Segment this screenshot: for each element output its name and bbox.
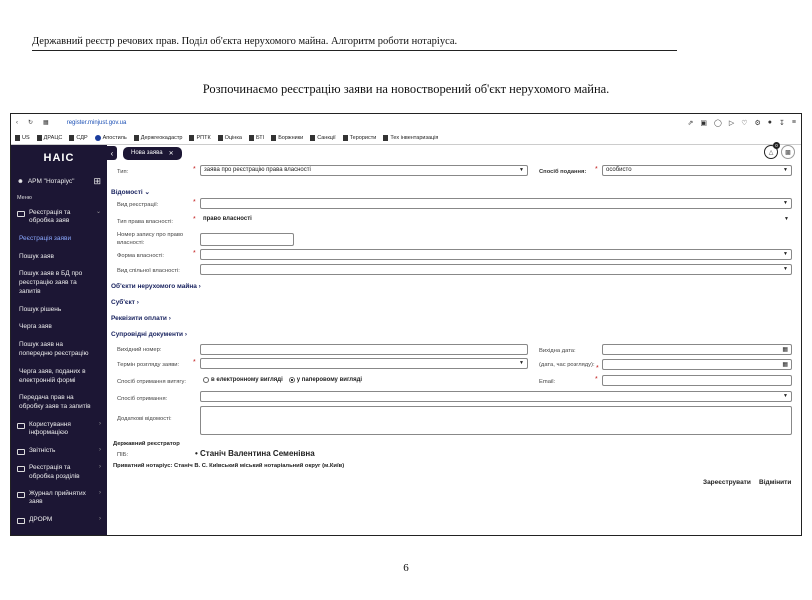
- bookmark-icon: [218, 135, 223, 141]
- section-payment-toggle[interactable]: Реквізити оплати ›: [111, 315, 171, 322]
- dropdown-arrow-icon: ▼: [783, 200, 788, 206]
- globe-icon: [95, 135, 101, 141]
- dropdown-arrow-icon: ▼: [783, 167, 788, 173]
- app: [11, 145, 801, 535]
- additional-info-label: Додаткові відомості:: [117, 416, 172, 422]
- collapse-sidebar-button[interactable]: ‹: [107, 146, 117, 160]
- bookmark[interactable]: US: [15, 135, 30, 141]
- main-form: [107, 145, 801, 535]
- nav-item-transfer-rights[interactable]: Передача прав на обробку заяв та запитів: [19, 394, 91, 411]
- required-marker: *: [193, 250, 196, 257]
- cancel-button[interactable]: Відмінити: [759, 479, 792, 486]
- dropdown-arrow-icon: ▼: [784, 216, 789, 222]
- bookmark[interactable]: Боржники: [271, 135, 303, 141]
- outgoing-date-label: Вихідна дата:: [539, 348, 576, 354]
- url-bar[interactable]: register.minjust.gov.ua: [66, 119, 127, 126]
- folder-icon: [17, 211, 25, 217]
- required-marker: *: [193, 166, 196, 173]
- nav-item-search-decisions[interactable]: Пошук рішень: [19, 305, 62, 313]
- tab-new-application[interactable]: Нова заява ✕: [123, 147, 182, 160]
- chevron-right-icon: ›: [99, 464, 101, 471]
- review-datetime-label: (дата, час розгляду):: [539, 362, 595, 368]
- ownership-form-label: Форма власності:: [117, 253, 165, 259]
- notification-badge: 0: [773, 142, 780, 149]
- folder-icon: [17, 492, 25, 498]
- joint-ownership-label: Вид спільної власності:: [117, 268, 180, 274]
- download-icon[interactable]: ↧: [779, 119, 785, 127]
- bookmark-icon: [69, 135, 74, 141]
- chevron-down-icon: ⌄: [95, 209, 101, 215]
- notary-info: Приватний нотаріус: Станіч В. С. Київський міський нотаріальний округ (м.Київ): [113, 463, 345, 469]
- dropdown-arrow-icon: ▼: [519, 167, 524, 173]
- chevron-right-icon: ›: [99, 515, 101, 522]
- email-label: Email:: [539, 379, 556, 385]
- browser-extension-icons: [688, 119, 797, 127]
- nav-item-electronic-queue[interactable]: Черга заяв, поданих в електронній формі: [19, 367, 86, 384]
- chevron-right-icon: ›: [99, 420, 101, 427]
- bookmark[interactable]: Тех інвентаризація: [383, 135, 438, 141]
- submission-label: Спосіб подання:: [539, 169, 587, 175]
- browser-toolbar: [11, 114, 801, 131]
- bookmark-icon: [271, 135, 276, 141]
- qr-button[interactable]: [781, 145, 795, 159]
- radio-icon: [203, 377, 209, 383]
- bookmark[interactable]: Держгеокадастр: [134, 135, 183, 141]
- arm-selector[interactable]: ☻ АРМ "Нотаріус" ⊞: [17, 176, 101, 186]
- settings-icon[interactable]: ⚙: [754, 119, 761, 127]
- email-input[interactable]: [602, 375, 792, 386]
- review-term-label: Термін розгляду заяви:: [117, 362, 180, 368]
- extract-electronic-radio[interactable]: в електронному вигляді: [203, 377, 283, 383]
- dropdown-arrow-icon: ▼: [783, 393, 788, 399]
- user-icon: ☻: [17, 178, 24, 185]
- close-icon[interactable]: ✕: [168, 150, 174, 157]
- section-objects-toggle[interactable]: Об'єкти нерухомого майна ›: [111, 283, 201, 290]
- nav-group-sections[interactable]: Реєстрація та обробка розділів ›: [11, 464, 107, 481]
- bookmark[interactable]: Апостиль: [95, 135, 127, 141]
- radio-selected-icon: [289, 377, 295, 383]
- registration-kind-select[interactable]: [200, 198, 792, 209]
- nav-group-drorm[interactable]: ДРОРМ ›: [11, 516, 107, 524]
- submission-select[interactable]: особисто ▼: [602, 165, 792, 176]
- pib-value: • Станіч Валентина Семенівна: [195, 449, 315, 458]
- profile-icon[interactable]: ●: [767, 118, 773, 126]
- outgoing-number-input[interactable]: [200, 344, 528, 355]
- bookmark-icon: [310, 135, 315, 141]
- review-datetime-input[interactable]: [602, 359, 792, 370]
- logo: НАІС: [43, 152, 75, 164]
- site-settings-icon[interactable]: ▦: [43, 120, 49, 126]
- menu-icon[interactable]: ≡: [791, 118, 796, 126]
- required-marker: *: [595, 376, 598, 383]
- qr-icon: ▩: [785, 149, 791, 156]
- top-icons: [764, 145, 795, 159]
- outgoing-date-input[interactable]: [602, 344, 792, 355]
- heart-icon[interactable]: ♡: [741, 119, 748, 127]
- nav-group-registration[interactable]: Реєстрація та обробка заяв ⌄: [11, 209, 107, 226]
- right-type-select[interactable]: право власності ▼: [200, 215, 792, 226]
- calendar-icon[interactable]: ▦: [782, 362, 788, 368]
- required-marker: *: [193, 216, 196, 223]
- bookmark[interactable]: СДР: [69, 135, 87, 141]
- bookmark[interactable]: Оцінка: [218, 135, 242, 141]
- dropdown-arrow-icon: ▼: [519, 360, 524, 366]
- nav-group-journal[interactable]: Журнал прийнятих заяв ›: [11, 490, 107, 507]
- reload-icon[interactable]: ↻: [28, 120, 34, 126]
- pib-label: ПІБ:: [117, 452, 129, 458]
- document-subtitle: Розпочинаємо реєстрацію заяви на новостворений об'єкт нерухомого майна.: [202, 82, 610, 96]
- nav-item-search-applications[interactable]: Пошук заяв: [19, 252, 54, 260]
- folder-icon: [17, 449, 25, 455]
- record-number-input[interactable]: [200, 233, 294, 246]
- section-subject-toggle[interactable]: Суб'єкт ›: [111, 299, 139, 306]
- tab-bar: [107, 145, 795, 161]
- required-marker: *: [193, 199, 196, 206]
- bell-icon: △: [768, 149, 774, 156]
- folder-icon: [17, 518, 25, 524]
- bookmark-icon: [383, 135, 388, 141]
- nav-item-search-preliminary[interactable]: Пошук заяв на попередню реєстрацію: [19, 341, 89, 357]
- nav-item-queue[interactable]: Черга заяв: [19, 323, 52, 331]
- nav-group-info-usage[interactable]: Користування інформацією ›: [11, 421, 107, 438]
- page-number: 6: [403, 562, 409, 574]
- browser-screenshot: [10, 113, 802, 536]
- type-select[interactable]: заява про реєстрацію права власності ▼: [200, 165, 528, 176]
- grid-icon[interactable]: ⊞: [93, 176, 101, 186]
- bookmark[interactable]: БТІ: [249, 135, 264, 141]
- register-button[interactable]: Зареєструвати: [703, 479, 751, 486]
- bookmark-icon: [249, 135, 254, 141]
- dropdown-arrow-icon: ▼: [783, 266, 788, 272]
- bookmark-icon: [343, 135, 348, 141]
- ownership-form-select[interactable]: [200, 249, 792, 260]
- bookmark[interactable]: Терористи: [343, 135, 377, 141]
- bookmark-icon: [15, 135, 20, 141]
- bookmark[interactable]: Санкції: [310, 135, 335, 141]
- dropdown-arrow-icon: ▼: [783, 251, 788, 257]
- send-icon[interactable]: ▷: [728, 119, 735, 127]
- required-marker: *: [193, 359, 196, 366]
- extract-method-radios: [203, 377, 368, 383]
- extract-paper-radio[interactable]: у паперовому вигляді: [289, 377, 362, 383]
- nav-group-reports[interactable]: Звітність ›: [11, 447, 107, 455]
- chevron-right-icon: ›: [99, 490, 101, 497]
- bookmark-icon: [189, 135, 194, 141]
- required-marker: *: [596, 365, 599, 372]
- notifications-button[interactable]: [764, 145, 778, 159]
- bookmarks-bar: [11, 131, 801, 145]
- bookmark-icon: [134, 135, 139, 141]
- camera-icon[interactable]: ▣: [700, 119, 707, 127]
- review-term-select[interactable]: [200, 358, 528, 369]
- folder-icon: [17, 466, 25, 472]
- menu-caption: Меню: [17, 195, 32, 201]
- outgoing-number-label: Вихідний номер:: [117, 347, 162, 353]
- required-marker: *: [595, 166, 598, 173]
- sidebar: [11, 145, 107, 535]
- extract-method-label: Спосіб отримання витягу:: [117, 379, 186, 385]
- receive-method-select[interactable]: [200, 391, 792, 402]
- back-icon[interactable]: ‹: [16, 119, 18, 126]
- bookmark[interactable]: РПТК: [189, 135, 210, 141]
- nav-item-register-application[interactable]: Реєстрація заяви: [19, 234, 72, 242]
- bookmark-icon: [37, 135, 42, 141]
- shield-icon[interactable]: ◯: [714, 119, 722, 127]
- nav-item-search-db[interactable]: Пошук заяв в БД про реєстрацію заяв та запитів: [19, 270, 83, 295]
- section-docs-toggle[interactable]: Супровідні документи ›: [111, 331, 188, 338]
- share-icon[interactable]: ⇗: [687, 119, 694, 127]
- registrar-heading: Державний реєстратор: [113, 441, 180, 447]
- right-type-label: Тип права власності:: [117, 219, 174, 225]
- type-label: Тип:: [117, 169, 129, 175]
- document-header: Державний реєстр речових прав. Поділ об'єкта нерухомого майна. Алгоритм роботи нотаріуса.: [32, 36, 677, 51]
- joint-ownership-select[interactable]: [200, 264, 792, 275]
- registration-kind-label: Вид реєстрації:: [117, 202, 159, 208]
- additional-info-textarea[interactable]: [200, 406, 792, 435]
- bookmark[interactable]: ДРАЦС: [37, 135, 63, 141]
- receive-method-label: Спосіб отримання:: [117, 396, 168, 402]
- record-number-label: Номер запису про право власності:: [117, 232, 184, 246]
- folder-icon: [17, 423, 25, 429]
- section-info-toggle[interactable]: Відомості ⌄: [111, 189, 150, 196]
- calendar-icon[interactable]: ▦: [782, 347, 788, 353]
- chevron-right-icon: ›: [99, 446, 101, 453]
